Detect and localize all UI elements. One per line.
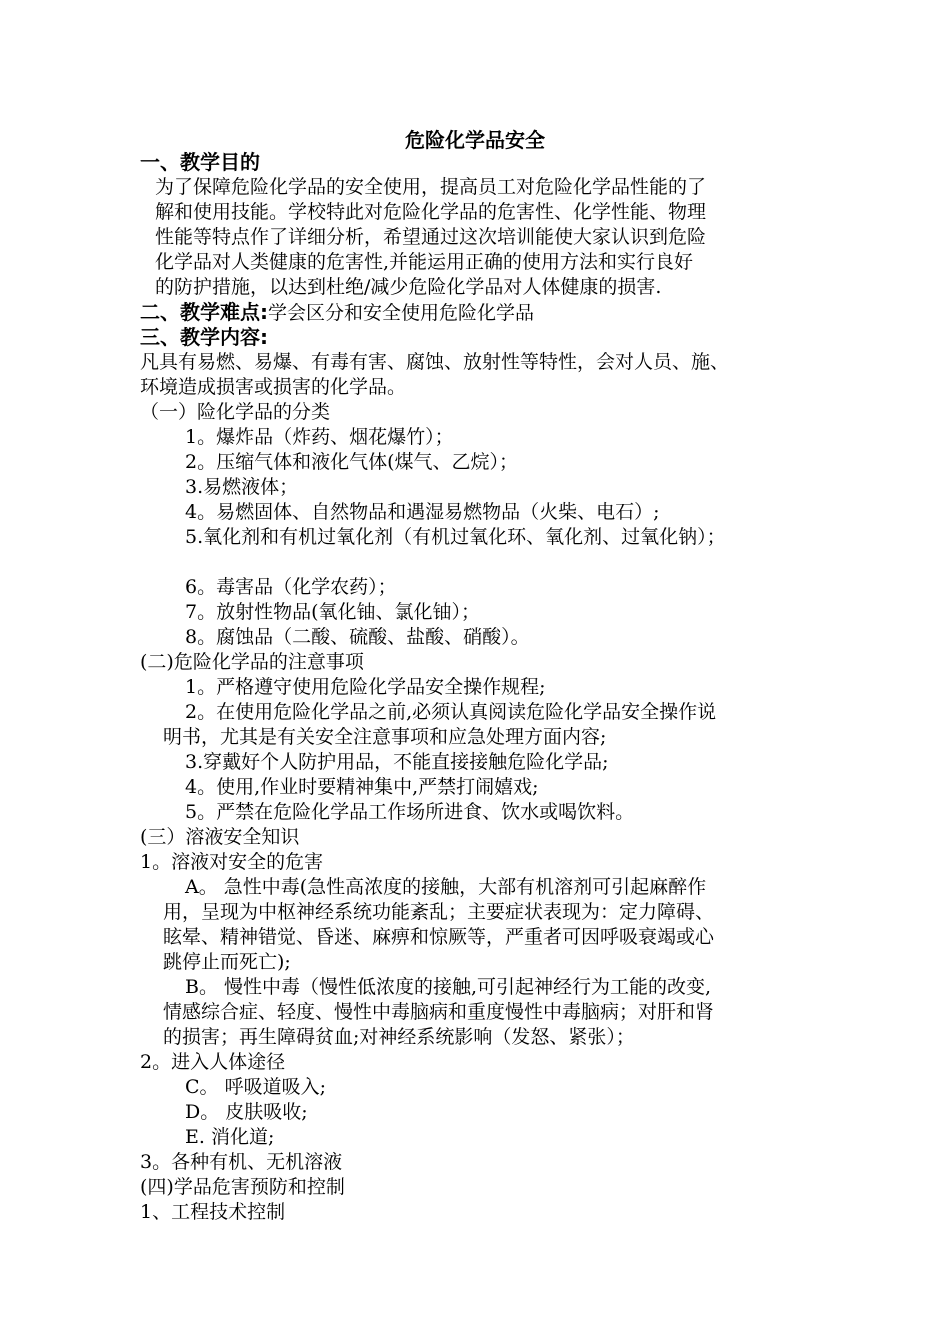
text-line-s2i2b-label: 明书，尤其是有关安全注意事项和应急处理方面内容; [163,726,607,748]
text-line-s3a [140,850,323,874]
text-line-s1-label: （一）险化学品的分类 [140,401,331,423]
text-line-s1i7 [185,600,480,624]
text-line-s3aA1-label: A。 急性中毒(急性高浓度的接触，大部有机溶剂可引起麻醉作 [185,876,707,898]
text-line-s3a-label: 1。溶液对安全的危害 [140,851,324,873]
text-line-s1i8-label: 8。腐蚀品（二酸、硫酸、盐酸、硝酸）。 [185,626,530,648]
text-line-s1i4 [185,500,660,524]
text-line-s4-label: (四)学品危害预防和控制 [140,1176,345,1198]
text-line-s2i5-label: 5。严禁在危险化学品工作场所进食、饮水或喝饮料。 [185,801,635,823]
text-line-s3bE [185,1125,274,1149]
text-line-s3b [140,1050,285,1074]
text-line-s1i6 [185,575,397,599]
text-line-p1c [155,225,706,249]
text-line-s1i4-label: 4。易燃固体、自然物品和遇湿易燃物品（火柴、电石）; [185,501,660,523]
text-line-s2 [140,650,364,674]
text-line-s2i3-label: 3.穿戴好个人防护用品，不能直接接触危险化学品; [185,751,609,773]
text-line-s1i1 [185,425,454,449]
text-line-s3aA1 [185,875,706,899]
text-line-s1 [140,400,330,424]
text-line-s4a-label: 1、工程技术控制 [140,1201,286,1223]
text-line-s3aA2 [163,900,714,924]
text-line-s3aA3 [163,925,714,949]
text-line-s3aA3-label: 眩晕、精神错觉、昏迷、麻痹和惊厥等，严重者可因呼吸衰竭或心 [163,926,715,948]
text-line-s3aB1 [185,975,711,999]
text-line-p1e-label: 的防护措施，以达到杜绝/减少危险化学品对人体健康的损害. [155,276,662,298]
text-line-p1d-label: 化学品对人类健康的危害性,并能运用正确的使用方法和实行良好 [155,251,694,273]
text-line-s2i2a-label: 2。在使用危险化学品之前,必须认真阅读危险化学品安全操作说 [185,701,717,723]
text-line-s4a [140,1200,285,1224]
text-line-s3bE-label: E. 消化道; [185,1126,275,1148]
text-line-h1 [140,150,260,174]
text-line-s3aA2-label: 用，呈现为中枢神经系统功能紊乱；主要症状表现为：定力障碍、 [163,901,715,923]
text-line-p1b [155,200,706,224]
text-line-h3 [140,325,268,349]
text-line-s1i6-label: 6。毒害品（化学农药）； [185,576,397,598]
text-line-s1i1-label: 1。爆炸品（炸药、烟花爆竹）； [185,426,454,448]
text-line-s1i3-label: 3.易燃液体； [185,476,299,498]
text-line-s3aA4-label: 跳停止而死亡); [163,951,291,973]
text-line-h3-label: 三、教学内容: [140,325,268,349]
text-line-s3bD [185,1100,308,1124]
text-line-h2-tail: 学会区分和安全使用危险化学品 [268,302,535,324]
text-line-h2-label: 二、教学难点: [140,300,268,324]
text-line-s2i5 [185,800,634,824]
text-line-s3aB3 [163,1025,635,1049]
text-line-s1i2-label: 2。压缩气体和液化气体(煤气、乙烷）； [185,451,519,473]
text-line-p1e [155,275,661,299]
text-line-s3aB2-label: 情感综合症、轻度、慢性中毒脑病和重度慢性中毒脑病；对肝和肾 [163,1001,715,1023]
text-line-p3b [140,375,406,399]
text-line-s2i2a [185,700,716,724]
text-line-s2i4-label: 4。使用,作业时要精神集中,严禁打闹嬉戏; [185,776,539,798]
text-line-s2i3 [185,750,609,774]
text-line-p1a [155,175,706,199]
text-line-s3aB2 [163,1000,714,1024]
text-line-p3a-label: 凡具有易燃、易爆、有毒有害、腐蚀、放射性等特性，会对人员、施、 [140,351,730,373]
text-line-s2i2b [163,725,606,749]
text-line-s2i1-label: 1。严格遵守使用危险化学品安全操作规程; [185,676,546,698]
text-line-s3-label: (三）溶液安全知识 [140,826,300,848]
text-line-s3aB1-label: B。 慢性中毒（慢性低浓度的接触,可引起神经行为工能的改变, [185,976,712,998]
text-line-s1i2 [185,450,518,474]
text-line-p1a-label: 为了保障危险化学品的安全使用，提高员工对危险化学品性能的了 [155,176,707,198]
text-line-h2 [140,300,534,325]
text-line-s1i5 [185,525,726,549]
text-line-p3b-label: 环境造成损害或损害的化学品。 [140,376,407,398]
text-line-s4 [140,1175,345,1199]
text-line-s1i3 [185,475,298,499]
text-line-p1b-label: 解和使用技能。学校特此对危险化学品的危害性、化学性能、物理 [155,201,707,223]
text-line-s1i8 [185,625,530,649]
text-line-s2-label: (二)危险化学品的注意事项 [140,651,364,673]
text-line-p1c-label: 性能等特点作了详细分析，希望通过这次培训能使大家认识到危险 [155,226,707,248]
text-line-s3bC-label: C。 呼吸道吸入; [185,1076,326,1098]
text-line-h1-label: 一、教学目的 [140,150,260,174]
text-line-s3bD-label: D。 皮肤吸收; [185,1101,308,1123]
document-title: 危险化学品安全 [405,128,545,152]
text-line-s1i5-label: 5.氧化剂和有机过氧化剂（有机过氧化环、氧化剂、过氧化钠）； [185,526,726,548]
text-line-s1i7-label: 7。放射性物品(氧化铀、氯化铀）； [185,601,481,623]
text-line-s3 [140,825,299,849]
text-line-s3aB3-label: 的损害；再生障碍贫血;对神经系统影响（发怒、紧张）； [163,1026,635,1048]
text-line-s3aA4 [163,950,291,974]
text-line-s2i4 [185,775,539,799]
text-line-s3c [140,1150,342,1174]
text-line-s3bC [185,1075,326,1099]
text-line-s3b-label: 2。进入人体途径 [140,1051,286,1073]
text-line-p1d [155,250,693,274]
text-line-p3a [140,350,729,374]
text-line-s3c-label: 3。各种有机、无机溶液 [140,1151,343,1173]
text-line-s2i1 [185,675,546,699]
